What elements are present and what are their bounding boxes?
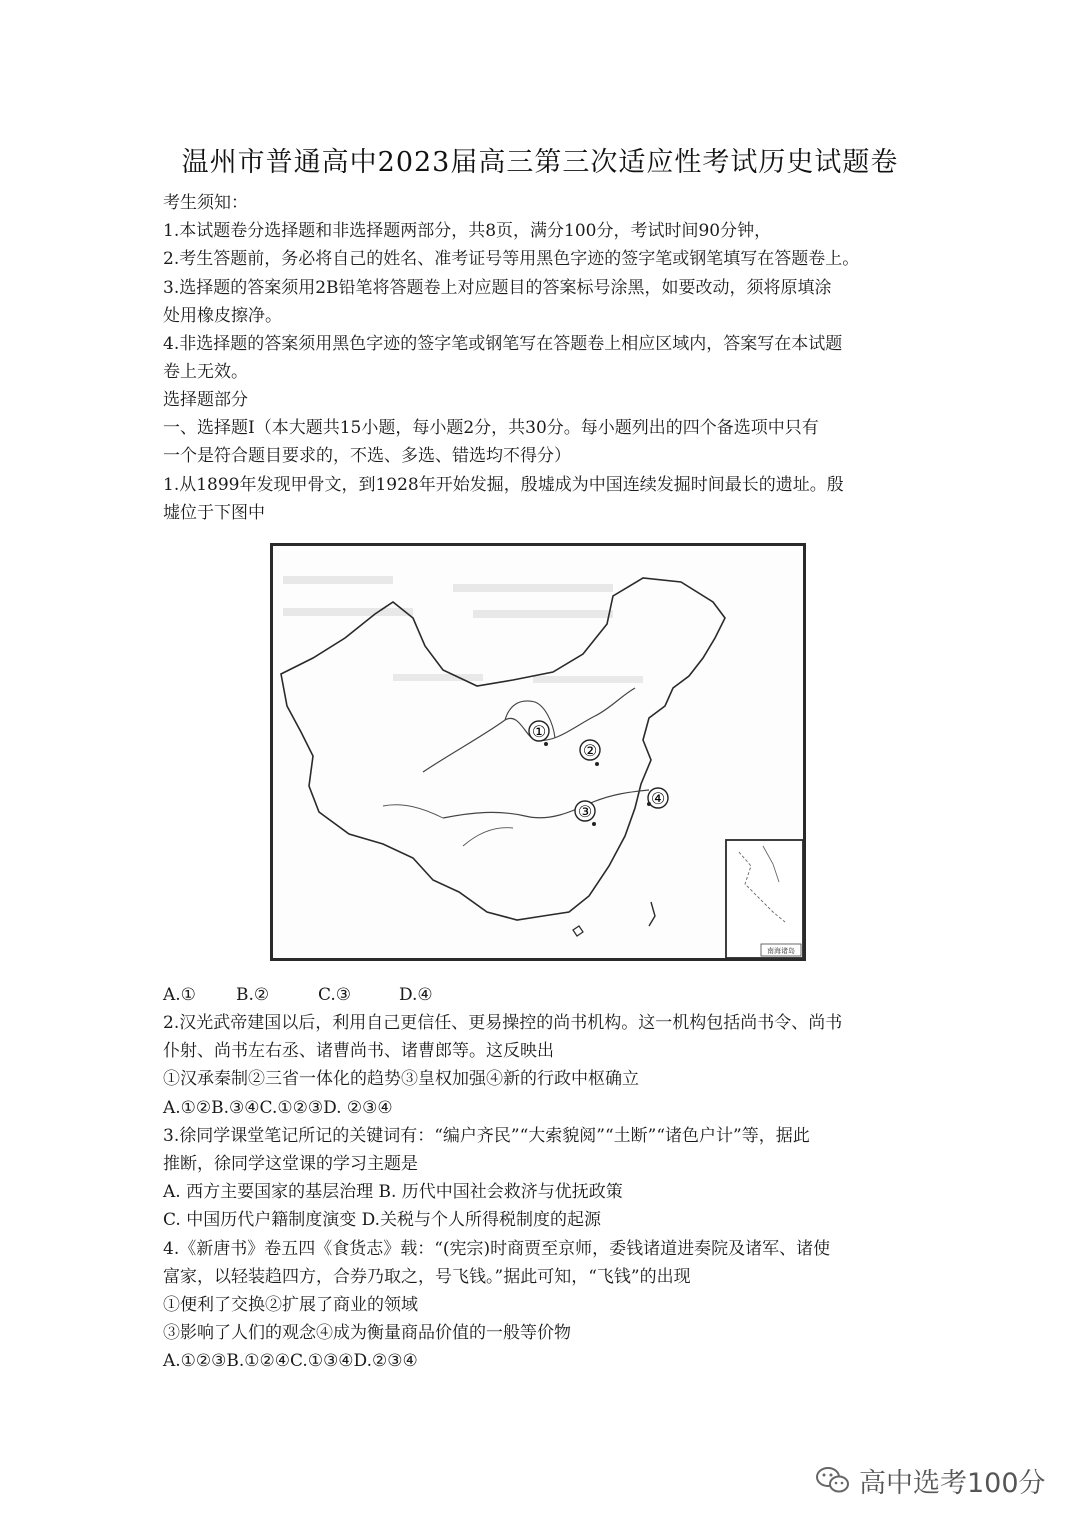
marker-1-label: ① [531, 722, 547, 741]
section-heading: 选择题部分 [163, 390, 248, 410]
marker-2-label: ② [582, 741, 598, 760]
question-1-stem-cont: 墟位于下图中 [163, 503, 265, 523]
marker-1 [529, 721, 549, 746]
notice-item-2: 2.考生答题前，务必将自己的姓名、准考证号等用黑色字迹的签字笔或钢笔填写在答题卷上。 [163, 249, 860, 269]
question-4-stem-cont: 富家，以轻装趋四方，合券乃取之，号飞钱。”据此可知，“飞钱”的出现 [163, 1267, 691, 1287]
question-4-items-b: ③影响了人们的观念④成为衡量商品价值的一般等价物 [163, 1323, 571, 1343]
q1-option-a[interactable]: A.① [163, 985, 196, 1005]
q1-option-d[interactable]: D.④ [399, 985, 433, 1005]
marker-2 [580, 740, 600, 766]
marker-4-label: ④ [650, 789, 666, 808]
part-instructions: 一、选择题Ⅰ（本大题共15小题，每小题2分，共30分。每小题列出的四个备选项中只有 [163, 418, 819, 438]
south-china-sea-inset [726, 840, 803, 958]
question-4-options: A.①②③B.①②④C.①③④D.②③④ [163, 1351, 418, 1371]
question-3-stem: 3.徐同学课堂笔记所记的关键词有：“编户齐民”“大索貌阅”“土断”“诸色户计”等，据此 [163, 1126, 810, 1146]
notice-item-3-cont: 处用橡皮擦净。 [163, 306, 282, 326]
china-map [270, 543, 806, 961]
watermark-text: 高中选考100分 [859, 1467, 1046, 1499]
notice-item-3: 3.选择题的答案须用2B铅笔将答题卷上对应题目的答案标号涂黑，如要改动，须将原填涂 [163, 278, 832, 298]
notice-item-1: 1.本试题卷分选择题和非选择题两部分，共8页，满分100分，考试时间90分钟， [163, 221, 772, 241]
exam-title: 温州市普通高中2023届高三第三次适应性考试历史试题卷 [181, 147, 899, 178]
question-2-stem: 2.汉光武帝建国以后，利用自己更信任、更易操控的尚书机构。这一机构包括尚书令、尚书 [163, 1013, 843, 1033]
question-1-stem: 1.从1899年发现甲骨文，到1928年开始发掘，殷墟成为中国连续发掘时间最长的遗址。殷 [163, 475, 844, 495]
question-2-items: ①汉承秦制②三省一体化的趋势③皇权加强④新的行政中枢确立 [163, 1069, 639, 1089]
question-3-stem-cont: 推断，徐同学这堂课的学习主题是 [163, 1154, 418, 1174]
question-4-stem: 4.《新唐书》卷五四《食货志》载：“(宪宗)时商贾至京师，委钱诸道进奏院及诸军、诸使 [163, 1239, 831, 1259]
question-2-options: A.①②B.③④C.①②③D. ②③④ [163, 1098, 393, 1118]
marker-3-label: ③ [577, 802, 593, 821]
q1-option-b[interactable]: B.② [236, 985, 270, 1005]
part-instructions-cont: 一个是符合题目要求的，不选、多选、错选均不得分） [163, 446, 571, 466]
question-2-stem-cont: 仆射、尚书左右丞、诸曹尚书、诸曹郎等。这反映出 [163, 1041, 554, 1061]
question-3-options-cd: C. 中国历代户籍制度演变 D.关税与个人所得税制度的起源 [163, 1210, 602, 1230]
wechat-watermark [815, 1460, 1046, 1500]
notice-heading: 考生须知： [163, 193, 248, 213]
marker-4 [647, 788, 668, 808]
q1-option-c[interactable]: C.③ [318, 985, 352, 1005]
yangtze-river [443, 790, 649, 818]
inset-label: 南海诸岛 [767, 947, 795, 955]
marker-3 [575, 801, 596, 826]
notice-item-4-cont: 卷上无效。 [163, 362, 248, 382]
china-outline [281, 578, 725, 920]
question-3-options-ab: A. 西方主要国家的基层治理 B. 历代中国社会救济与优抚政策 [163, 1182, 623, 1202]
question-4-items-a: ①便利了交换②扩展了商业的领域 [163, 1295, 418, 1315]
wechat-icon [815, 1465, 851, 1495]
notice-item-4: 4.非选择题的答案须用黑色字迹的签字笔或钢笔写在答题卷上相应区域内，答案写在本试题 [163, 334, 843, 354]
